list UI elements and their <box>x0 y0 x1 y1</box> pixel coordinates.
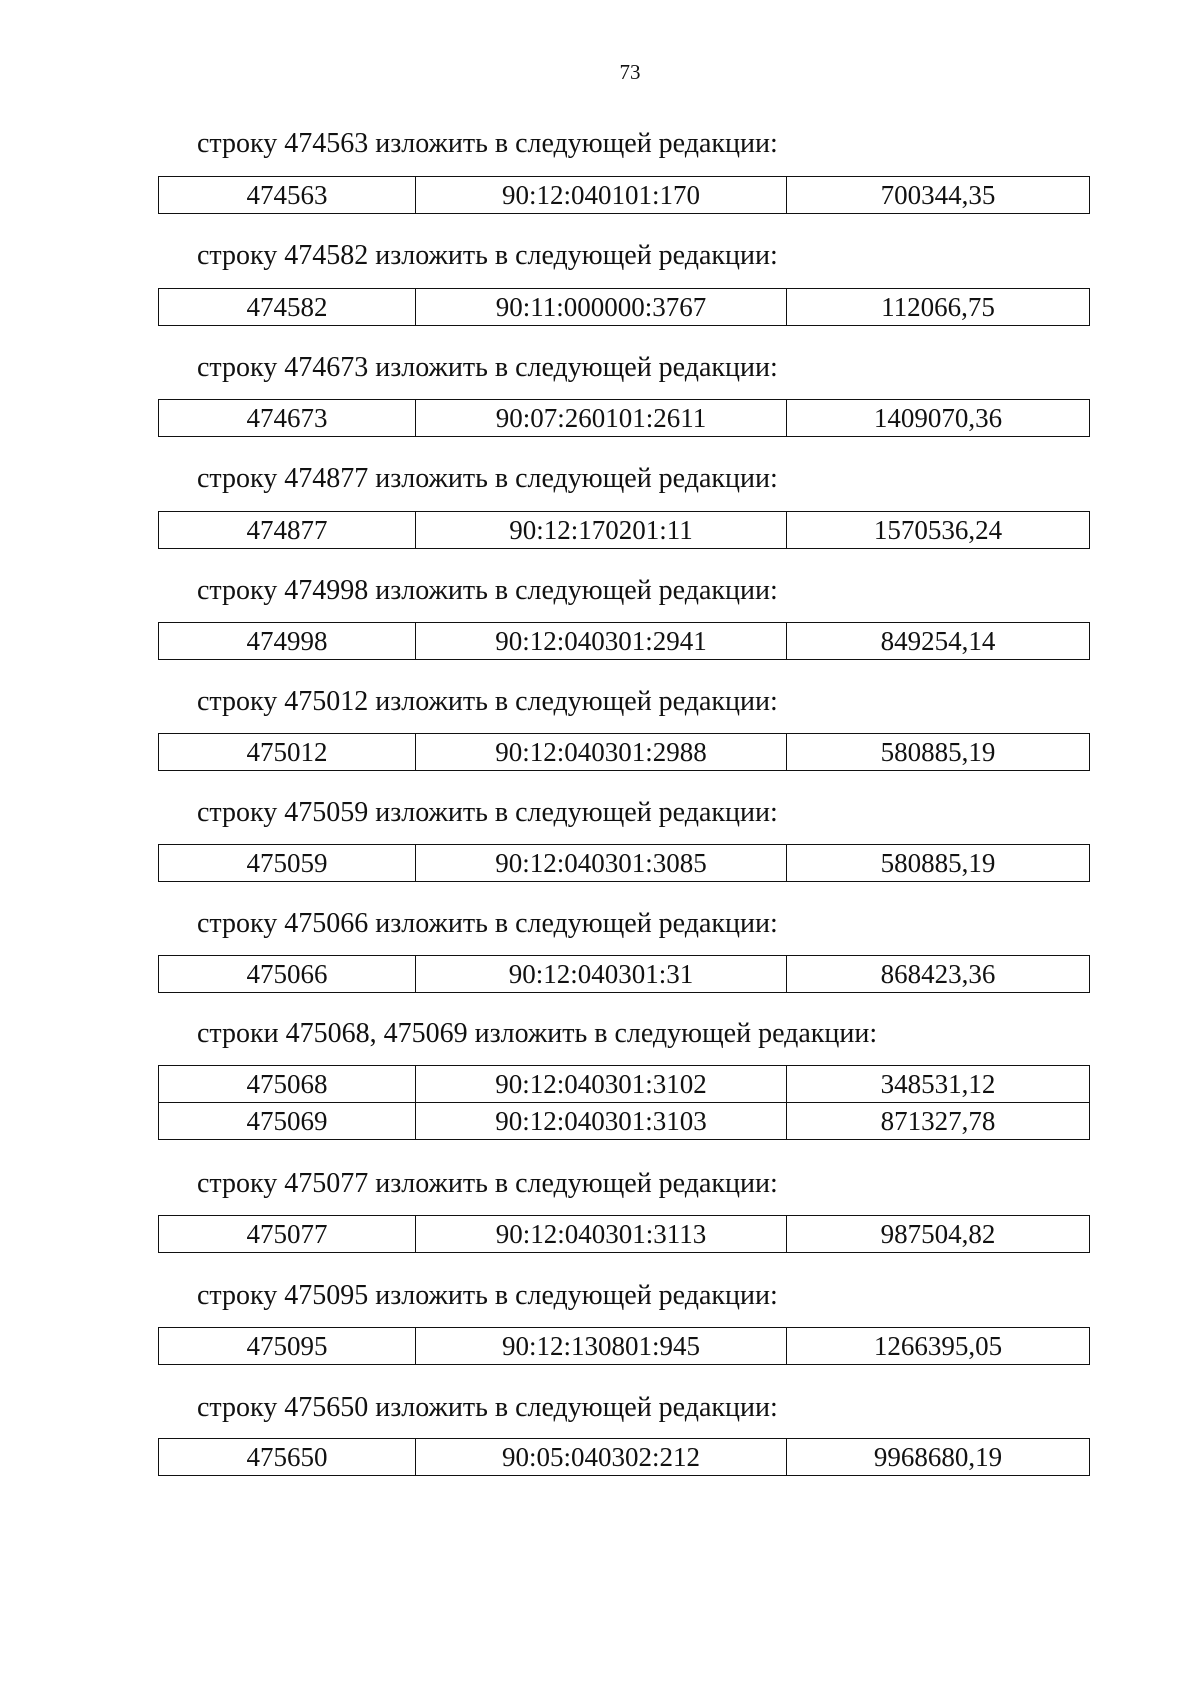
instruction-text: строку 474563 изложить в следующей редакции: <box>197 128 778 159</box>
table-row <box>159 400 1090 437</box>
row-number-cell: 474877 <box>159 512 416 549</box>
instruction-text: строку 475059 изложить в следующей редакции: <box>197 797 778 828</box>
cadastral-number-cell: 90:12:040301:3113 <box>416 1216 787 1253</box>
row-number-cell: 474998 <box>159 623 416 660</box>
instruction-text: строку 474582 изложить в следующей редакции: <box>197 240 778 271</box>
replacement-table <box>158 844 1090 882</box>
row-number-cell: 475077 <box>159 1216 416 1253</box>
table-row <box>159 623 1090 660</box>
row-number-cell: 475650 <box>159 1439 416 1476</box>
cadastral-number-cell: 90:12:040301:2988 <box>416 734 787 771</box>
row-number-cell: 474673 <box>159 400 416 437</box>
row-number-cell: 475059 <box>159 845 416 882</box>
cadastral-number-cell: 90:11:000000:3767 <box>416 289 787 326</box>
value-cell: 871327,78 <box>787 1103 1090 1140</box>
cadastral-number-cell: 90:12:040301:3103 <box>416 1103 787 1140</box>
instruction-text: строку 475012 изложить в следующей редакции: <box>197 686 778 717</box>
value-cell: 9968680,19 <box>787 1439 1090 1476</box>
instruction-text: строку 475077 изложить в следующей редакции: <box>197 1168 778 1199</box>
value-cell: 112066,75 <box>787 289 1090 326</box>
instruction-text: строку 475650 изложить в следующей редакции: <box>197 1392 778 1423</box>
row-number-cell: 474582 <box>159 289 416 326</box>
value-cell: 1266395,05 <box>787 1328 1090 1365</box>
page-number: 73 <box>619 60 641 84</box>
row-number-cell: 475068 <box>159 1066 416 1103</box>
replacement-table <box>158 176 1090 214</box>
value-cell: 1570536,24 <box>787 512 1090 549</box>
replacement-table <box>158 1327 1090 1365</box>
row-number-cell: 475012 <box>159 734 416 771</box>
value-cell: 1409070,36 <box>787 400 1090 437</box>
cadastral-number-cell: 90:12:130801:945 <box>416 1328 787 1365</box>
cadastral-number-cell: 90:05:040302:212 <box>416 1439 787 1476</box>
instruction-text: строку 474877 изложить в следующей редакции: <box>197 463 778 494</box>
replacement-table <box>158 511 1090 549</box>
row-number-cell: 475066 <box>159 956 416 993</box>
value-cell: 849254,14 <box>787 623 1090 660</box>
replacement-table <box>158 1065 1090 1140</box>
replacement-table <box>158 399 1090 437</box>
value-cell: 700344,35 <box>787 177 1090 214</box>
value-cell: 580885,19 <box>787 734 1090 771</box>
table-row <box>159 956 1090 993</box>
instruction-text: строку 475066 изложить в следующей редакции: <box>197 908 778 939</box>
row-number-cell: 474563 <box>159 177 416 214</box>
value-cell: 868423,36 <box>787 956 1090 993</box>
instruction-text: строку 474673 изложить в следующей редакции: <box>197 352 778 383</box>
instruction-text: строку 474998 изложить в следующей редакции: <box>197 575 778 606</box>
table-row <box>159 1439 1090 1476</box>
cadastral-number-cell: 90:12:040101:170 <box>416 177 787 214</box>
cadastral-number-cell: 90:12:040301:31 <box>416 956 787 993</box>
table-row <box>159 1328 1090 1365</box>
table-row <box>159 1066 1090 1103</box>
value-cell: 348531,12 <box>787 1066 1090 1103</box>
replacement-table <box>158 1438 1090 1476</box>
table-row <box>159 177 1090 214</box>
replacement-table <box>158 288 1090 326</box>
cadastral-number-cell: 90:12:040301:3102 <box>416 1066 787 1103</box>
value-cell: 987504,82 <box>787 1216 1090 1253</box>
row-number-cell: 475069 <box>159 1103 416 1140</box>
cadastral-number-cell: 90:12:040301:2941 <box>416 623 787 660</box>
instruction-text: строку 475095 изложить в следующей редакции: <box>197 1280 778 1311</box>
table-row <box>159 512 1090 549</box>
value-cell: 580885,19 <box>787 845 1090 882</box>
cadastral-number-cell: 90:12:170201:11 <box>416 512 787 549</box>
table-row <box>159 734 1090 771</box>
table-row <box>159 1216 1090 1253</box>
row-number-cell: 475095 <box>159 1328 416 1365</box>
replacement-table <box>158 1215 1090 1253</box>
replacement-table <box>158 733 1090 771</box>
replacement-table <box>158 622 1090 660</box>
instruction-text: строки 475068, 475069 изложить в следующей редакции: <box>197 1018 878 1049</box>
table-row <box>159 289 1090 326</box>
cadastral-number-cell: 90:12:040301:3085 <box>416 845 787 882</box>
table-row <box>159 1103 1090 1140</box>
replacement-table <box>158 955 1090 993</box>
table-row <box>159 845 1090 882</box>
cadastral-number-cell: 90:07:260101:2611 <box>416 400 787 437</box>
